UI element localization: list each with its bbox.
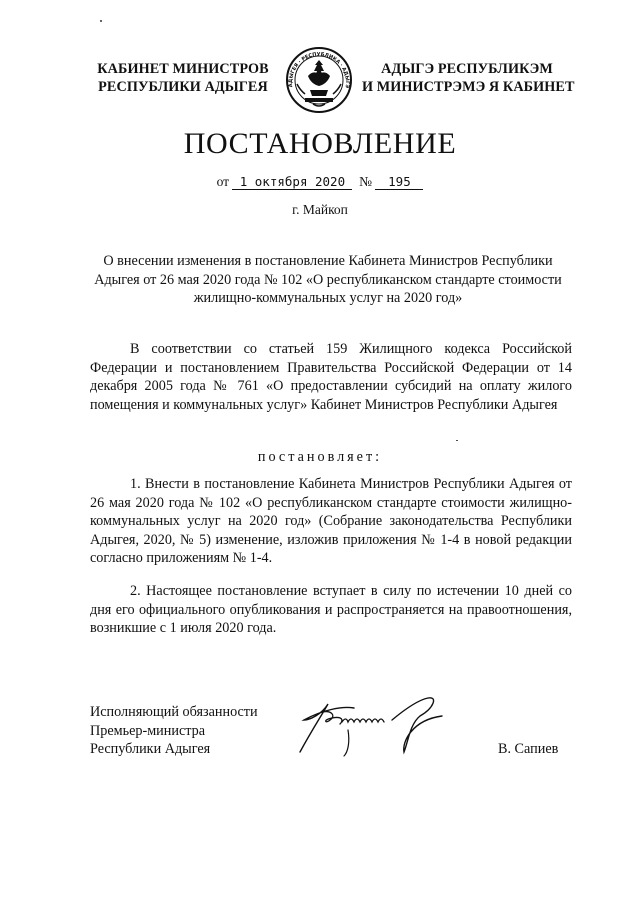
document-subject: О внесении изменения в постановление Кабинета Министров Республики Адыгея от 26 мая 2020 года № 102 «О республиканском стандарте стоимости жилищно-коммунальных услуг на 2020 год» [94,253,562,306]
header-left-line2: РЕСПУБЛИКИ АДЫГЕЯ [98,79,268,95]
document-title: ПОСТАНОВЛЕНИЕ [183,127,457,160]
signatory-line3: Республики Адыгея [90,741,211,757]
signatory-title [90,703,258,759]
header-right-line2: И МИНИСТРЭМЭ Я КАБИНЕТ [362,79,575,95]
scan-speck [456,440,458,441]
number-label: № [359,174,373,189]
from-label: от [216,174,230,189]
date-field [232,174,352,190]
city: г. Майкоп [292,202,348,217]
handwritten-signature-icon [292,690,452,762]
signatory-line2: Премьер-министра [90,722,206,739]
header-left [88,60,278,96]
svg-text:АДЫГЕЯ · РЕСПУБЛИКА · АДЫГЭ: АДЫГЕЯ · РЕСПУБЛИКА · АДЫГЭ [287,51,351,89]
number-field [375,174,423,190]
date-and-number-line [0,174,640,190]
basis-paragraph: В соответствии со статьей 159 Жилищного кодекса Российской Федерации и постановлением Правительства Российской Федерации от 14 декабря 2005 года № 761 «О предоставлении субсидий на оплату жилого помещения и коммунальных услуг» Кабинет Министров Республики Адыгея [90,341,572,413]
coat-of-arms-icon [283,46,355,114]
header-right [362,60,575,96]
decree-word: постановляет: [257,449,383,465]
item-2-paragraph: 2. Настоящее постановление вступает в силу по истечении 10 дней со дня его официального опубликования и распространяется на правоотношения, возникшие с 1 июля 2020 года. [90,583,572,636]
number-value: 195 [388,174,411,189]
date-value: 1 октября 2020 [239,174,346,189]
header-left-line1: КАБИНЕТ МИНИСТРОВ [97,61,269,77]
scan-speck [100,20,102,22]
signatory-line1: Исполняющий обязанности [90,704,258,720]
signatory-name: В. Сапиев [498,741,559,757]
item-1-paragraph: 1. Внести в постановление Кабинета Министров Республики Адыгея от 26 мая 2020 года № 102 «О республиканском стандарте стоимости жилищно-коммунальных услуг на 2020 год» (Собрание законодательства Республики Адыгея, 2020, № 5) изменение, изложив приложения № 1-4 в новой редакции согласно приложениям № 1-4. [90,476,572,566]
header-right-line1: АДЫГЭ РЕСПУБЛИКЭМ [381,61,553,77]
